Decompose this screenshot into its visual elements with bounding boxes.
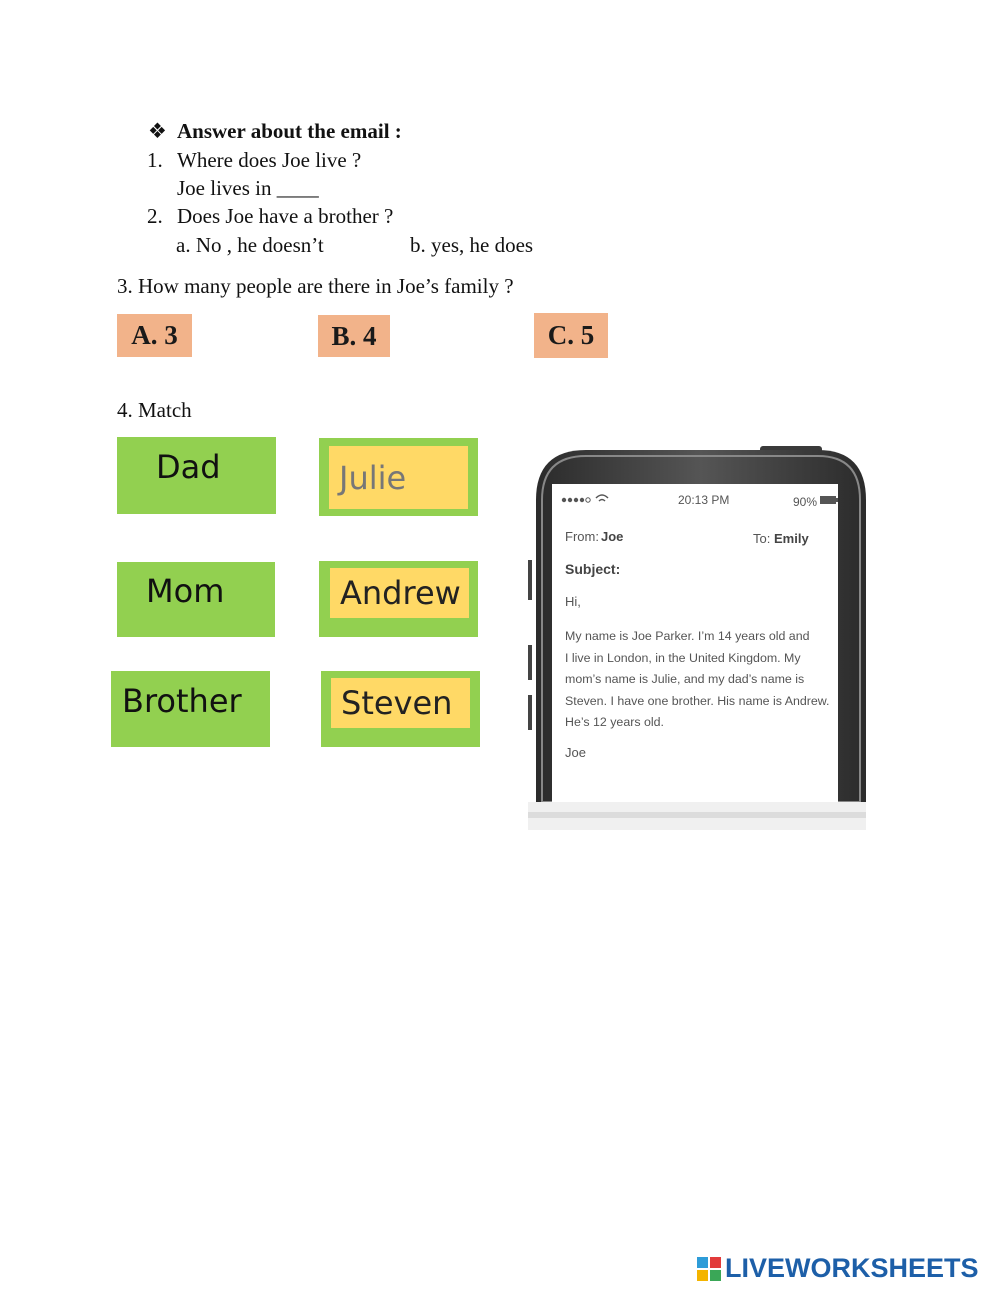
email-signature: Joe — [565, 745, 586, 760]
option-c-button[interactable]: C. 5 — [534, 313, 608, 358]
question-2-number: 2. — [147, 204, 163, 228]
logo-squares-icon — [697, 1257, 721, 1281]
phone-time: 20:13 PM — [678, 493, 730, 507]
question-3: 3. How many people are there in Joe’s family ? — [117, 274, 514, 298]
email-from-name: Joe — [601, 529, 624, 544]
match-right-frame-2[interactable] — [319, 561, 478, 637]
email-body-line: My name is Joe Parker. I’m 14 years old and — [565, 629, 810, 643]
phone-battery: 90% — [793, 495, 818, 509]
liveworksheets-logo[interactable] — [697, 1253, 979, 1284]
question-2-option-a[interactable]: a. No , he doesn’t — [176, 233, 324, 257]
option-a-button[interactable]: A. 3 — [117, 314, 192, 357]
match-left-brother[interactable] — [111, 671, 270, 747]
section-heading: Answer about the email : — [177, 119, 402, 143]
phone-screenshot — [528, 440, 866, 830]
match-right-frame-1[interactable] — [319, 438, 478, 516]
email-from-label: From: — [565, 529, 599, 544]
email-to-name: Emily — [774, 531, 809, 546]
match-left-label: Dad — [156, 448, 221, 486]
email-body-line: mom’s name is Julie, and my dad’s name is — [565, 672, 805, 686]
logo-text: LIVEWORKSHEETS — [725, 1253, 979, 1283]
option-b-button[interactable]: B. 4 — [318, 315, 390, 357]
email-subject-label: Subject: — [565, 561, 621, 577]
question-1-answer[interactable]: Joe lives in ____ — [177, 176, 319, 200]
email-greeting: Hi, — [565, 594, 581, 609]
email-body — [565, 626, 855, 734]
question-4: 4. Match — [117, 398, 192, 422]
question-1-number: 1. — [147, 148, 163, 172]
question-1: Where does Joe live ? — [177, 148, 362, 172]
match-right-steven[interactable]: Steven — [331, 678, 470, 728]
question-2-option-b[interactable]: b. yes, he does — [410, 233, 534, 257]
match-right-julie[interactable]: Julie — [329, 446, 468, 509]
diamond-bullet-icon: ❖ — [148, 119, 167, 143]
match-left-label: Brother — [122, 682, 242, 720]
match-left-mom[interactable] — [117, 562, 275, 637]
email-body-line: Steven. I have one brother. His name is Andrew. — [565, 693, 830, 708]
email-to-label: To: — [753, 531, 771, 546]
match-right-frame-3[interactable] — [321, 671, 480, 747]
question-2: Does Joe have a brother ? — [177, 204, 394, 228]
match-left-label: Mom — [146, 572, 225, 610]
email-body-line: I live in London, in the United Kingdom. My — [565, 650, 801, 665]
email-body-line: He’s 12 years old. — [565, 715, 664, 729]
match-right-andrew[interactable]: Andrew — [330, 568, 469, 618]
match-left-dad[interactable] — [117, 437, 276, 514]
